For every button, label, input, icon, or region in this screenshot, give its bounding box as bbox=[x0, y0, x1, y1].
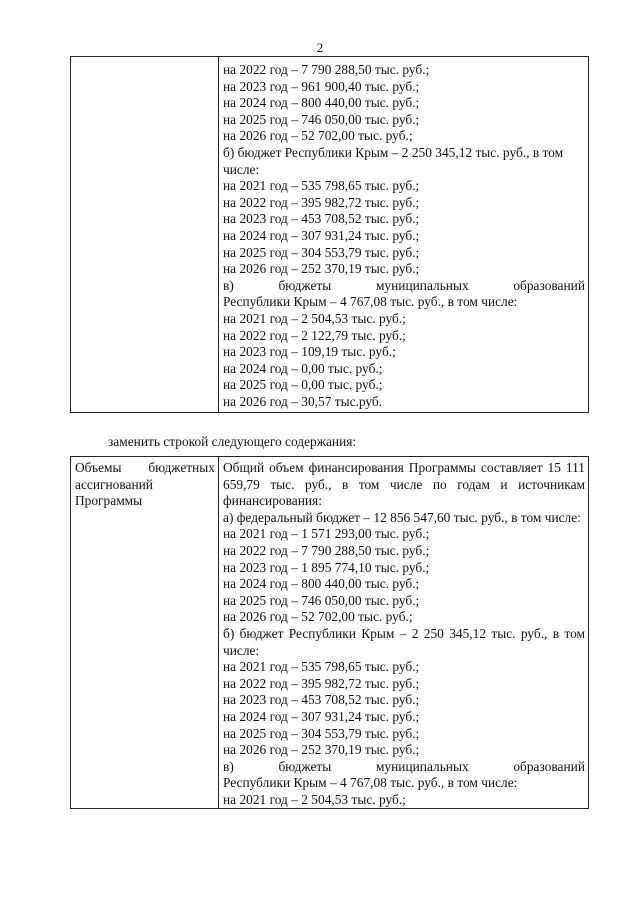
page-number: 2 bbox=[316, 40, 324, 55]
funding-line: на 2023 год – 961 900,40 тыс. руб.; bbox=[223, 78, 420, 94]
funding-table-old-row bbox=[70, 56, 589, 413]
funding-line: на 2023 год – 109,19 тыс. руб.; bbox=[223, 344, 396, 360]
funding-line: на 2023 год – 1 895 774,10 тыс. руб.; bbox=[223, 559, 430, 575]
funding-line: на 2022 год – 7 790 288,50 тыс. руб.; bbox=[223, 542, 430, 558]
funding-line: на 2026 год – 52 702,00 тыс. руб.; bbox=[223, 128, 413, 144]
funding-line: б) бюджет Республики Крым – 2 250 345,12 тыс. руб., в том bbox=[223, 144, 564, 160]
funding-line: на 2021 год – 2 504,53 тыс. руб.; bbox=[223, 791, 406, 807]
funding-line: в) бюджеты муниципальных образований bbox=[223, 758, 585, 774]
funding-line: на 2024 год – 307 931,24 тыс. руб.; bbox=[223, 227, 420, 243]
funding-line: на 2026 год – 30,57 тыс.руб. bbox=[223, 393, 383, 409]
funding-line: на 2023 год – 453 708,52 тыс. руб.; bbox=[223, 211, 420, 227]
funding-line: на 2022 год – 7 790 288,50 тыс. руб.; bbox=[223, 62, 430, 77]
table-row bbox=[71, 457, 589, 809]
funding-line: на 2025 год – 746 050,00 тыс. руб.; bbox=[223, 592, 420, 608]
left-cell-text: Объемы бюджетных ассигнований Программы bbox=[75, 460, 215, 509]
funding-line: на 2026 год – 252 370,19 тыс. руб.; bbox=[223, 742, 420, 758]
funding-line: на 2024 год – 800 440,00 тыс. руб.; bbox=[223, 95, 420, 111]
funding-line: на 2021 год – 1 571 293,00 тыс. руб.; bbox=[223, 526, 430, 542]
replace-instruction: заменить строкой следующего содержания: bbox=[108, 434, 357, 449]
table-right-cell bbox=[219, 457, 589, 809]
funding-line: на 2023 год – 453 708,52 тыс. руб.; bbox=[223, 692, 420, 708]
funding-line: Республики Крым – 4 767,08 тыс. руб., в том числе: bbox=[223, 294, 518, 310]
funding-table-new-row bbox=[70, 456, 589, 809]
funding-line: на 2022 год – 395 982,72 тыс. руб.; bbox=[223, 675, 420, 691]
table-row bbox=[71, 57, 589, 413]
funding-line: на 2026 год – 252 370,19 тыс. руб.; bbox=[223, 261, 420, 277]
table-right-cell bbox=[219, 57, 589, 413]
funding-line: а) федеральный бюджет – 12 856 547,60 тыс. руб., в том числе: bbox=[223, 509, 581, 525]
table-left-cell bbox=[71, 457, 219, 809]
funding-line: на 2022 год – 395 982,72 тыс. руб.; bbox=[223, 194, 420, 210]
funding-line: числе: bbox=[223, 161, 260, 177]
funding-line: на 2021 год – 2 504,53 тыс. руб.; bbox=[223, 310, 406, 326]
funding-line: на 2021 год – 535 798,65 тыс. руб.; bbox=[223, 659, 420, 675]
funding-line: на 2022 год – 2 122,79 тыс. руб.; bbox=[223, 327, 406, 343]
funding-line: на 2024 год – 800 440,00 тыс. руб.; bbox=[223, 576, 420, 592]
funding-line: на 2026 год – 52 702,00 тыс. руб.; bbox=[223, 609, 413, 625]
funding-line: на 2025 год – 304 553,79 тыс. руб.; bbox=[223, 725, 420, 741]
left-cell-text bbox=[71, 57, 218, 64]
funding-line: на 2021 год – 535 798,65 тыс. руб.; bbox=[223, 178, 420, 194]
funding-line: на 2025 год – 0,00 тыс. руб.; bbox=[223, 377, 383, 393]
funding-line: в) бюджеты муниципальных образований bbox=[223, 277, 585, 293]
funding-line: на 2025 год – 746 050,00 тыс. руб.; bbox=[223, 111, 420, 127]
funding-line: б) бюджет Республики Крым – 2 250 345,12 тыс. руб., в том числе: bbox=[223, 625, 585, 658]
funding-line: Республики Крым – 4 767,08 тыс. руб., в том числе: bbox=[223, 775, 518, 791]
table-left-cell bbox=[71, 57, 219, 413]
funding-total-text: Общий объем финансирования Программы составляет 15 111 659,79 тыс. руб., в том числе по годам и источникам финансирования: bbox=[223, 460, 585, 509]
funding-line: на 2024 год – 307 931,24 тыс. руб.; bbox=[223, 708, 420, 724]
funding-line: на 2024 год – 0,00 тыс. руб.; bbox=[223, 360, 383, 376]
funding-line: на 2025 год – 304 553,79 тыс. руб.; bbox=[223, 244, 420, 260]
